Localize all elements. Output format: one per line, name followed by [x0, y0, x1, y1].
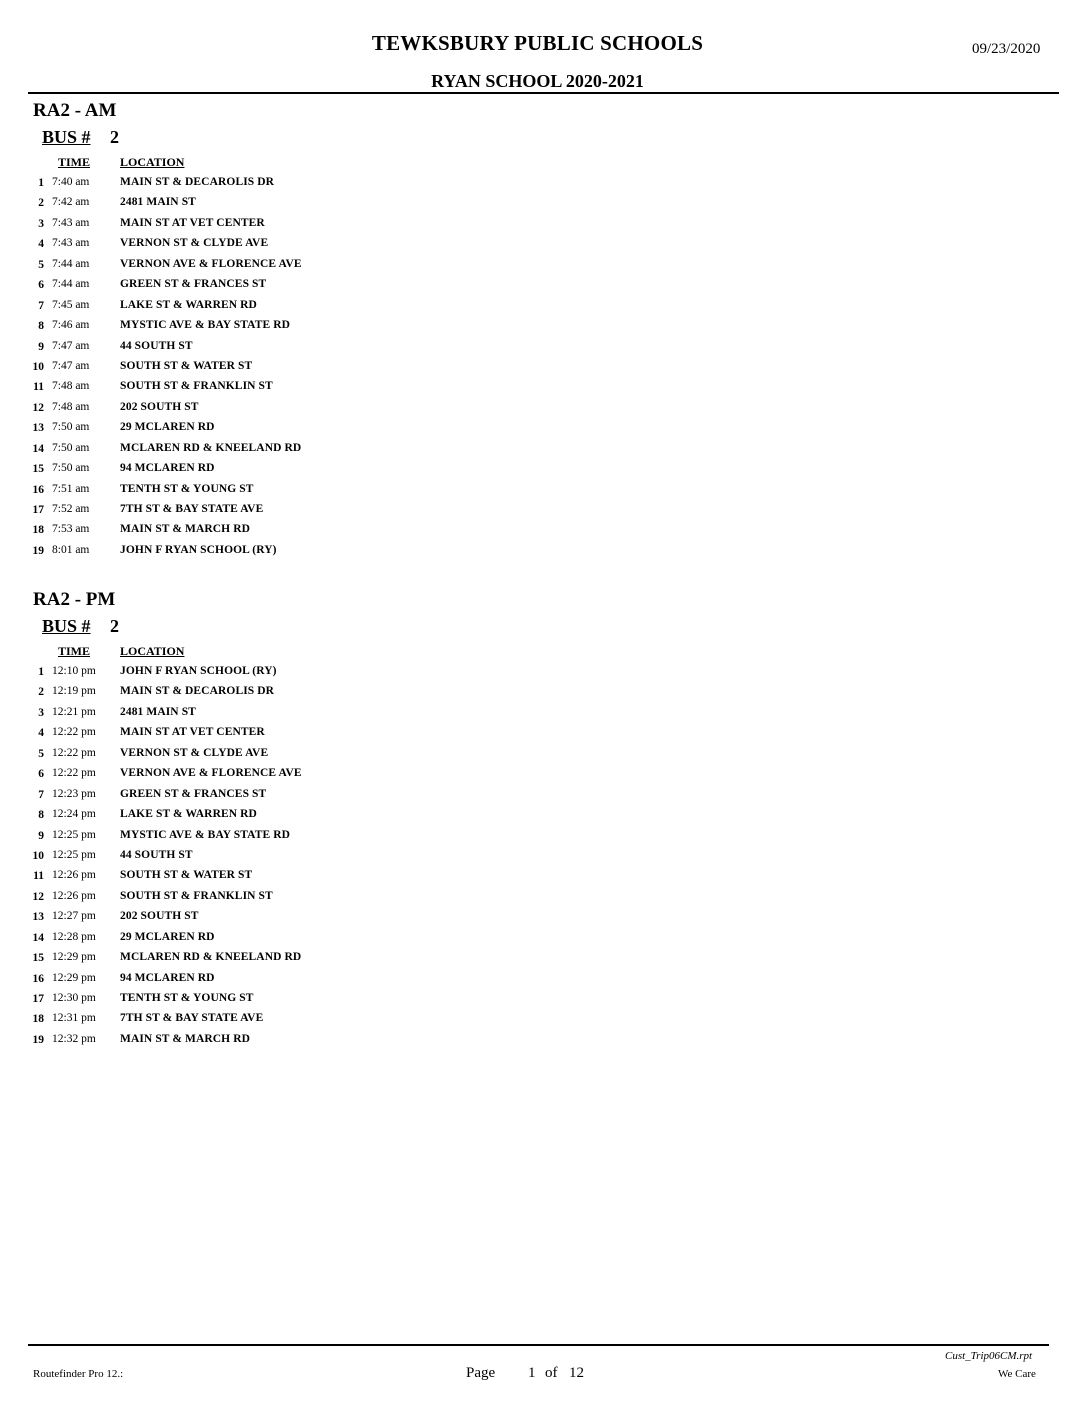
table-row [0, 320, 600, 340]
stop-number: 17 [32, 504, 44, 516]
stop-number: 10 [32, 849, 44, 862]
stop-location: LAKE ST & WARREN RD [120, 808, 257, 821]
stop-number: 5 [38, 258, 44, 271]
software-name: Routefinder Pro 12.: [33, 1368, 124, 1380]
table-row [0, 443, 600, 463]
table-row [0, 830, 600, 850]
page-total: 12 [569, 1365, 584, 1381]
stop-time: 12:30 pm [52, 992, 96, 1004]
table-row [0, 1013, 600, 1033]
stop-time: 7:48 am [52, 380, 90, 393]
table-row [0, 748, 600, 768]
table-row [0, 422, 600, 442]
table-row [0, 789, 600, 809]
page-current: 1 [528, 1365, 536, 1381]
stop-time: 7:46 am [52, 319, 90, 332]
stop-time: 12:26 pm [52, 869, 96, 882]
stop-location: 44 SOUTH ST [120, 848, 193, 861]
stop-location: LAKE ST & WARREN RD [120, 298, 257, 311]
stop-location: 202 SOUTH ST [120, 910, 199, 923]
stop-location: MAIN ST AT VET CENTER [120, 216, 265, 229]
stop-list [0, 666, 600, 1054]
stop-time: 12:27 pm [52, 910, 96, 923]
table-row [0, 911, 600, 931]
time-column-header: TIME [58, 644, 91, 658]
stop-location: 29 MCLAREN RD [120, 421, 215, 434]
route-title: RA2 - AM [33, 100, 117, 121]
table-row [0, 545, 600, 565]
table-row [0, 768, 600, 788]
header-rule [28, 92, 1059, 94]
stop-location: MCLAREN RD & KNEELAND RD [120, 441, 302, 454]
table-row [0, 402, 600, 422]
table-row [0, 809, 600, 829]
footer-rule [28, 1344, 1049, 1346]
stop-time: 7:51 am [52, 482, 90, 495]
stop-number: 18 [32, 524, 44, 537]
stop-location: 202 SOUTH ST [120, 400, 199, 413]
table-row [0, 1034, 600, 1054]
stop-time: 12:22 pm [52, 726, 96, 739]
stop-number: 4 [38, 238, 44, 251]
table-row [0, 686, 600, 706]
stop-number: 6 [38, 768, 44, 781]
table-row [0, 993, 600, 1013]
stop-number: 1 [38, 666, 44, 678]
page-subtitle: RYAN SCHOOL 2020-2021 [431, 71, 644, 91]
stop-location: MAIN ST & DECAROLIS DR [120, 176, 275, 188]
stop-number: 9 [38, 829, 44, 842]
stop-number: 3 [38, 706, 44, 719]
stop-number: 16 [32, 483, 44, 496]
stop-number: 13 [32, 911, 44, 924]
stop-time: 12:28 pm [52, 930, 96, 943]
stop-number: 11 [33, 870, 44, 883]
stop-number: 13 [32, 422, 44, 435]
stop-location: SOUTH ST & WATER ST [120, 359, 253, 372]
stop-location: VERNON ST & CLYDE AVE [120, 746, 269, 759]
stop-location: 29 MCLAREN RD [120, 930, 215, 943]
table-row [0, 177, 600, 197]
stop-location: 7TH ST & BAY STATE AVE [120, 1012, 264, 1025]
report-date: 09/23/2020 [972, 41, 1041, 57]
stop-location: 44 SOUTH ST [120, 339, 193, 352]
page-of: of [545, 1365, 558, 1381]
table-row [0, 279, 600, 299]
stop-number: 7 [38, 788, 44, 801]
table-row [0, 341, 600, 361]
stop-time: 7:43 am [52, 216, 90, 229]
stop-time: 12:24 pm [52, 808, 96, 821]
table-row [0, 707, 600, 727]
stop-location: MAIN ST AT VET CENTER [120, 726, 265, 739]
stop-number: 18 [32, 1013, 44, 1026]
stop-location: MYSTIC AVE & BAY STATE RD [120, 319, 291, 332]
table-row [0, 666, 600, 686]
stop-location: MCLAREN RD & KNEELAND RD [120, 951, 302, 964]
stop-location: SOUTH ST & WATER ST [120, 869, 253, 882]
stop-time: 12:22 pm [52, 767, 96, 780]
stop-number: 3 [38, 217, 44, 230]
table-row [0, 484, 600, 504]
page-title: TEWKSBURY PUBLIC SCHOOLS [371, 31, 704, 55]
table-row [0, 870, 600, 890]
stop-number: 2 [38, 686, 44, 699]
page-label: Page [466, 1365, 496, 1381]
table-row [0, 259, 600, 279]
table-row [0, 891, 600, 911]
stop-location: MAIN ST & MARCH RD [120, 523, 251, 536]
stop-location: 94 MCLAREN RD [120, 971, 215, 984]
stop-time: 7:50 am [52, 462, 90, 475]
table-row [0, 361, 600, 381]
stop-time: 7:52 am [52, 503, 90, 515]
stop-time: 12:22 pm [52, 746, 96, 759]
stop-number: 4 [38, 727, 44, 740]
table-row [0, 238, 600, 258]
table-row [0, 300, 600, 320]
stop-time: 12:19 pm [52, 685, 96, 698]
location-column-header: LOCATION [120, 155, 185, 169]
stop-time: 7:50 am [52, 441, 90, 454]
table-row [0, 381, 600, 401]
stop-number: 14 [32, 931, 44, 944]
stop-time: 7:47 am [52, 359, 90, 372]
bus-label: BUS # [42, 616, 91, 636]
stop-location: 2481 MAIN ST [120, 705, 196, 718]
stop-time: 12:29 pm [52, 951, 96, 964]
stop-number: 12 [32, 890, 44, 903]
location-column-header: LOCATION [120, 644, 185, 658]
stop-number: 15 [32, 463, 44, 476]
stop-location: MAIN ST & DECAROLIS DR [120, 685, 275, 698]
table-row [0, 727, 600, 747]
stop-time: 12:25 pm [52, 848, 96, 861]
stop-number: 11 [33, 381, 44, 394]
stop-number: 19 [32, 1033, 44, 1046]
bus-label: BUS # [42, 127, 91, 147]
stop-number: 1 [38, 177, 44, 189]
table-row [0, 932, 600, 952]
stop-time: 12:21 pm [52, 705, 96, 718]
table-row [0, 524, 600, 544]
stop-time: 7:47 am [52, 339, 90, 352]
stop-location: MYSTIC AVE & BAY STATE RD [120, 828, 291, 841]
stop-time: 7:44 am [52, 257, 90, 270]
stop-number: 2 [38, 197, 44, 210]
stop-time: 12:31 pm [52, 1012, 96, 1025]
table-row [0, 973, 600, 993]
stop-number: 10 [32, 360, 44, 373]
table-row [0, 197, 600, 217]
stop-time: 7:43 am [52, 237, 90, 250]
stop-location: VERNON AVE & FLORENCE AVE [120, 767, 302, 780]
stop-location: JOHN F RYAN SCHOOL (RY) [120, 543, 277, 556]
page-indicator [466, 1365, 584, 1382]
stop-location: GREEN ST & FRANCES ST [120, 787, 267, 800]
bus-number: 2 [110, 616, 119, 636]
stop-time: 12:10 pm [52, 665, 96, 677]
stop-location: VERNON AVE & FLORENCE AVE [120, 257, 302, 270]
stop-time: 7:44 am [52, 278, 90, 291]
stop-time: 7:42 am [52, 196, 90, 209]
table-row [0, 850, 600, 870]
stop-location: VERNON ST & CLYDE AVE [120, 237, 269, 250]
stop-time: 8:01 am [52, 543, 90, 556]
stop-location: SOUTH ST & FRANKLIN ST [120, 889, 273, 902]
stop-number: 19 [32, 544, 44, 557]
bus-number: 2 [110, 127, 119, 147]
stop-number: 14 [32, 442, 44, 455]
stop-time: 12:29 pm [52, 971, 96, 984]
stop-location: JOHN F RYAN SCHOOL (RY) [120, 665, 277, 677]
table-row [0, 218, 600, 238]
stop-time: 12:32 pm [52, 1032, 96, 1045]
stop-location: 7TH ST & BAY STATE AVE [120, 503, 264, 515]
time-column-header: TIME [58, 155, 91, 169]
stop-time: 12:23 pm [52, 787, 96, 800]
stop-time: 7:50 am [52, 421, 90, 434]
stop-time: 12:26 pm [52, 889, 96, 902]
stop-time: 7:48 am [52, 400, 90, 413]
table-row [0, 463, 600, 483]
stop-number: 17 [32, 993, 44, 1005]
route-title: RA2 - PM [33, 589, 116, 610]
stop-number: 6 [38, 279, 44, 292]
stop-list [0, 177, 600, 565]
report-filename: Cust_Trip06CM.rpt [945, 1350, 1033, 1362]
stop-time: 12:25 pm [52, 828, 96, 841]
stop-time: 7:53 am [52, 523, 90, 536]
stop-location: MAIN ST & MARCH RD [120, 1032, 251, 1045]
stop-location: SOUTH ST & FRANKLIN ST [120, 380, 273, 393]
stop-number: 12 [32, 401, 44, 414]
stop-location: TENTH ST & YOUNG ST [120, 482, 254, 495]
stop-number: 16 [32, 972, 44, 985]
stop-number: 8 [38, 320, 44, 333]
stop-time: 7:40 am [52, 176, 90, 188]
table-row [0, 952, 600, 972]
stop-location: TENTH ST & YOUNG ST [120, 992, 254, 1004]
stop-location: 2481 MAIN ST [120, 196, 196, 209]
table-row [0, 504, 600, 524]
stop-number: 15 [32, 952, 44, 965]
stop-number: 8 [38, 809, 44, 822]
stop-location: 94 MCLAREN RD [120, 462, 215, 475]
stop-time: 7:45 am [52, 298, 90, 311]
stop-number: 7 [38, 299, 44, 312]
stop-number: 5 [38, 747, 44, 760]
stop-location: GREEN ST & FRANCES ST [120, 278, 267, 291]
stop-number: 9 [38, 340, 44, 353]
footer-tagline: We Care [998, 1368, 1036, 1380]
